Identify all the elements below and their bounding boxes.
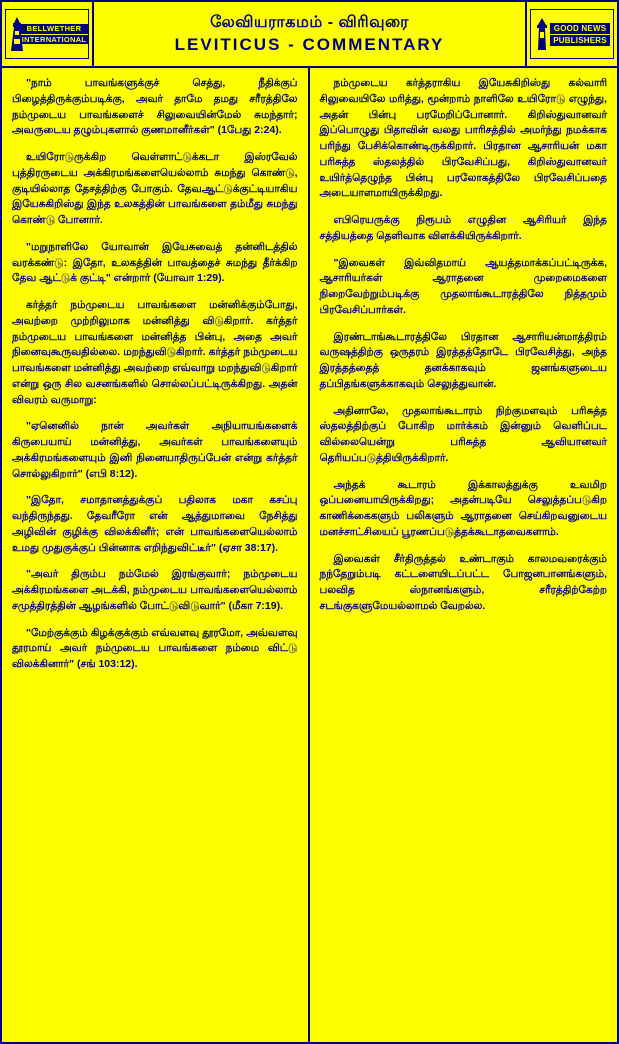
left-logo-line2: INTERNATIONAL	[19, 35, 90, 44]
page-header	[2, 2, 617, 68]
paragraph: கர்த்தர் நம்முடைய பாவங்களை மன்னிக்கும்போது, அவற்றை முற்றிலுமாக மன்னித்து விடுகிறார். கர்த்தர் நம்முடைய பாவங்களை மன்னித்த பின்பு, அதை அவர் நினைவுகூருவதில்லை. மறந்துவிடுகிறார். கர்த்தர் நம்முடைய பாவங்களை மன்னித்து அவற்றை எவ்வாறு மறந்துவிடுகிறார் என்று ஒரு சில வசனங்களில் சொல்லப்பட்டிருக்கிறது. அதன் விவரம் வருமாறு:	[12, 299, 298, 406]
paragraph: இரண்டாங்கூடாரத்திலே பிரதான ஆசாரியன்மாத்திரம் வருஷத்திற்கு ஒருதரம் இரத்தத்தோடே பிரவேசித்து, அந்த இரத்தத்தைத் தனக்காகவும் ஜனங்களுடைய தப்பிதங்களுக்காகவும் செலுத்துவான்.	[319, 330, 607, 390]
paragraph: அந்தக் கூடாரம் இக்காலத்துக்கு உவமிற ஒப்பனையாயிருக்கிறது; அதன்படியே செலுத்தப்படுகிற காணிக்கைகளும் பலிகளும் ஆராதனை செய்கிறவனுடைய மனச்சாட்சியைப் பூரணப்படுத்தக்கூடாதவைகளாம்.	[319, 478, 607, 538]
paragraph: அதினாலே, முதலாங்கூடாரம் நிற்குமளவும் பரிசுத்த ஸ்தலத்திற்குப் போகிற மார்க்கம் இன்னும் வெளிப்பட வில்லையென்று பரிசுத்த ஆவியானவர் தெரியப்படுத்தியிருக்கிறார்.	[319, 404, 607, 464]
page-title-tamil: லேவியராகமம் - விரிவுரை	[210, 14, 409, 31]
good-news-publishers-logo	[530, 9, 614, 59]
paragraph: "இவைகள் இவ்விதமாய் ஆயத்தமாக்கப்பட்டிருக்க, ஆசாரியர்கள் ஆராதனை முறைமைகளை நிறைவேற்றும்படிக்கு முதலாங்கூடாரத்திலே நித்தமும் பிரவேசிப்பார்கள்.	[319, 256, 607, 316]
paragraph: "நாம் பாவங்களுக்குச் செத்து, நீதிக்குப் பிழைத்திருக்கும்படிக்கு, அவர் தாமே தமது சரீரத்திலே நம்முடைய பாவங்களைச் சிலுவையின்மேல் சுமந்தார்; அவருடைய தழும்புகளால் குணமானீர்கள்" (1பேது 2:24).	[12, 77, 298, 137]
paragraph: "அவர் திரும்ப நம்மேல் இரங்குவார்; நம்முடைய அக்கிரமங்களை அடக்கி, நம்முடைய பாவங்களையெல்லாம் சமுத்திரத்தின் ஆழங்களில் போட்டுவிடுவார்" (மீகா 7:19).	[12, 568, 298, 612]
paragraph: "ஏனெனில் நான் அவர்கள் அநியாயங்களைக் கிருபையாய் மன்னித்து, அவர்கள் பாவங்களையும் அக்கிரமங்களையும் இனி நினையாதிருப்பேன் என்று கர்த்தர் சொல்லுகிறார்" (எபி 8:12).	[12, 420, 298, 480]
title-container	[94, 2, 525, 66]
torch-emblem-icon	[534, 18, 550, 50]
paragraph: "இதோ, சமாதானத்துக்குப் பதிலாக மகா கசப்பு வந்திருந்தது. தேவரீரோ என் ஆத்துமாவை நேசித்து அழிவின் குழிக்கு விலக்கினீர்; என் பாவங்களையெல்லாம் உமது முதுகுக்குப் பின்னாக எறிந்துவிட்டீர்" (ஏசா 38:17).	[12, 494, 298, 554]
paragraph: "மறுநாளிலே யோவான் இயேசுவைத் தன்னிடத்தில் வரக்கண்டு: இதோ, உலகத்தின் பாவத்தைச் சுமந்து தீர்க்கிற தேவ ஆட்டுக் குட்டி" என்றார் (யோவா 1:29).	[12, 240, 298, 285]
tower-emblem-icon	[9, 17, 25, 51]
right-logo-text	[550, 22, 610, 47]
body-columns	[2, 68, 617, 1042]
right-logo-line1: GOOD NEWS	[550, 23, 610, 34]
left-logo-container	[2, 2, 94, 66]
left-logo-line1: BELLWETHER	[19, 24, 90, 33]
paragraph: இவைகள் சீர்திருத்தல் உண்டாகும் காலமவரைக்கும் நந்தேறும்படி கட்டளையிடப்பட்ட போஜனபானங்களும், பலவித ஸ்நானங்களும், சரீரத்திற்கேற்ற சடங்குகளுமேயல்லாமல் வேறல்ல.	[319, 552, 607, 612]
left-column	[2, 68, 310, 1042]
bellwether-international-logo	[5, 9, 89, 59]
paragraph: "மேற்குக்கும் கிழக்குக்கும் எவ்வளவு தூரமோ, அவ்வளவு தூரமாய் அவர் நம்முடைய பாவங்களை நம்மை விட்டு விலக்கினார்" (சங் 103:12).	[12, 626, 298, 670]
paragraph: நம்முடைய கர்த்தராகிய இயேசுகிறிஸ்து கல்வாரி சிலுவையிலே மரித்து, மூன்றாம் நாளிலே உயிரோடு எழுந்து, அதன் பின்பு பரமேறிப்போனார். கிறிஸ்துவானவர் இப்பொழுது பிதாவின் வலது பாரிசத்தில் அமர்ந்து நமக்காக பரிந்து பேசிக்கொண்டிருக்கிறார். பிரதான ஆசாரியன் மகா பரிசுத்த ஸ்தலத்தில் பிரவேசிப்பது, கிறிஸ்துவானவர் உயிர்த்தெழுந்த பின்பு பரலோகத்திலே பிரவேசிப்பதை அடையாளமாயிருக்கிறது.	[319, 77, 607, 200]
right-column	[310, 68, 618, 1042]
right-logo-line2: PUBLISHERS	[550, 35, 610, 46]
right-logo-container	[525, 2, 617, 66]
page-title-english: LEVITICUS - COMMENTARY	[174, 35, 445, 54]
left-logo-text	[19, 23, 90, 45]
paragraph: எபிரெயருக்கு நிரூபம் எழுதின ஆசிரியர் இந்த சத்தியத்தை தெளிவாக விளக்கியிருக்கிறார்.	[319, 214, 607, 242]
paragraph: உயிரோடுருக்கிற வெள்ளாட்டுக்கடா இஸ்ரவேல் புத்திரருடைய அக்கிரமங்களையெல்லாம் சுமந்து கொண்டு, குடியில்லாத தேசத்திற்கு போகும். தேவஆட்டுக்குட்டியாகிய இயேசுகிறிஸ்து இந்த உலகத்தின் பாவங்களை தம்மீது சுமந்து கொண்டு போனார்.	[12, 151, 298, 226]
